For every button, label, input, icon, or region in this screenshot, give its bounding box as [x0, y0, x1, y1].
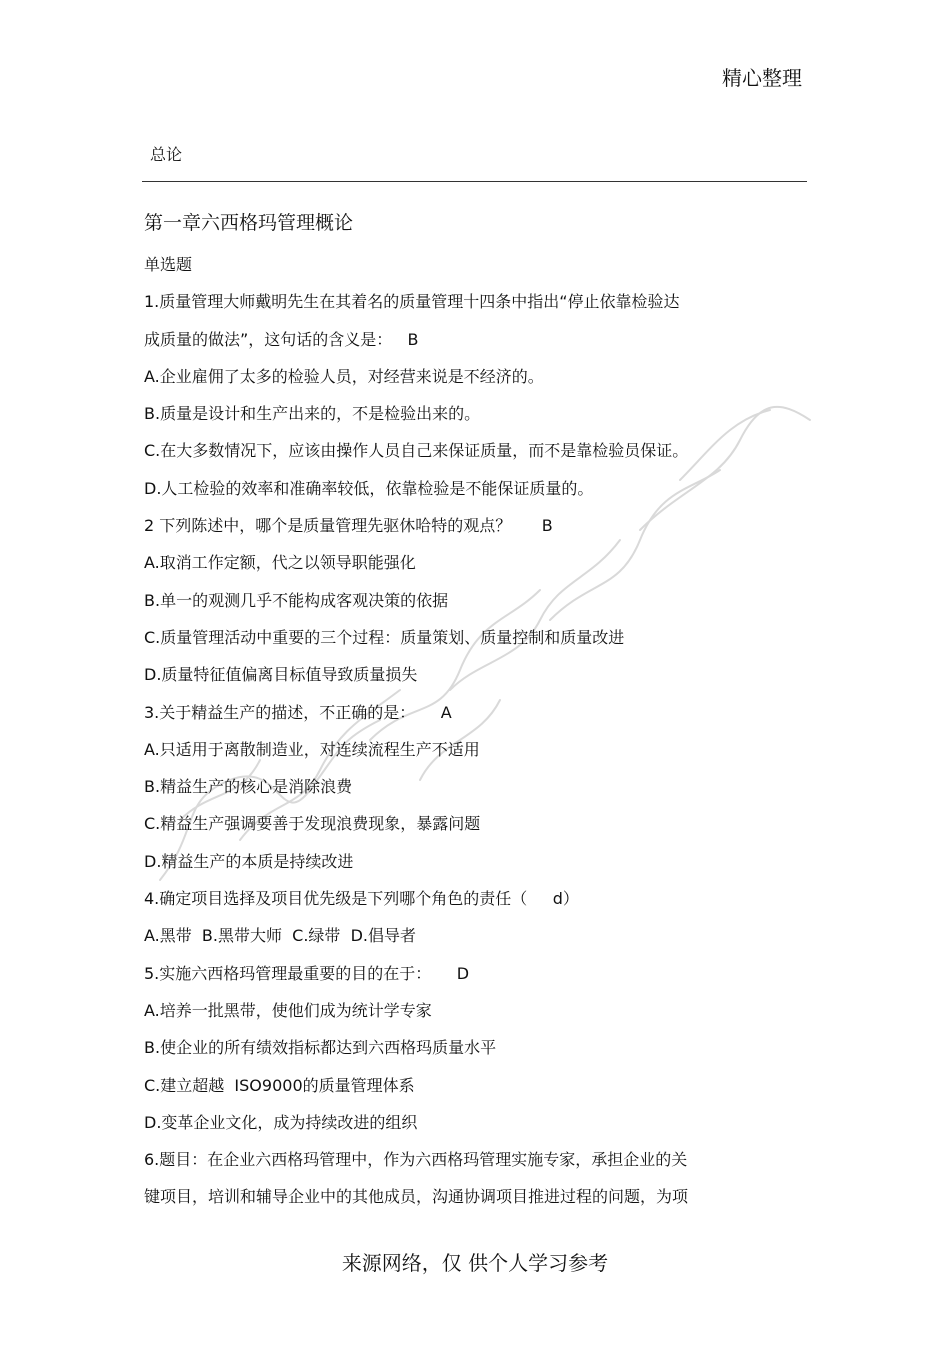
text-line: A.企业雇佣了太多的检验人员，对经营来说是不经济的。	[144, 366, 544, 386]
text-line: 键项目，培训和辅导企业中的其他成员，沟通协调项目推进过程的问题，为项	[144, 1187, 689, 1207]
text-line: 单选题	[144, 255, 193, 274]
text-line: C.在大多数情况下，应该由操作人员自己来保证质量，而不是靠检验员保证。	[144, 441, 689, 461]
text-line: D.精益生产的本质是持续改进	[144, 851, 354, 871]
text-line: 成质量的做法”，这句话的含义是： B	[144, 329, 419, 349]
text-line: 6.题目：在企业六西格玛管理中，作为六西格玛管理实施专家，承担企业的关	[144, 1150, 688, 1170]
text-line: 4.确定项目选择及项目优先级是下列哪个角色的责任（ d）	[144, 889, 579, 909]
divider	[142, 181, 807, 182]
text-line: C.建立超越 ISO9000的质量管理体系	[144, 1075, 415, 1095]
footer-note: 来源网络，仅 供个人学习参考	[341, 1251, 609, 1275]
chapter-title: 第一章六西格玛管理概论	[144, 212, 354, 234]
text-line: A.培养一批黑带，使他们成为统计学专家	[144, 1000, 432, 1020]
text-line: C.精益生产强调要善于发现浪费现象，暴露问题	[144, 814, 481, 834]
text-line: B.精益生产的核心是消除浪费	[144, 777, 353, 797]
text-line: A.黑带 B.黑带大师 C.绿带 D.倡导者	[144, 926, 416, 946]
section-title: 总论	[150, 145, 183, 164]
text-line: A.只适用于离散制造业，对连续流程生产不适用	[144, 739, 480, 759]
text-line: 2 下列陈述中，哪个是质量管理先驱休哈特的观点？ B	[144, 516, 553, 536]
text-line: B.使企业的所有绩效指标都达到六西格玛质量水平	[144, 1038, 497, 1058]
text-line: D.人工检验的效率和准确率较低，依靠检验是不能保证质量的。	[144, 478, 594, 498]
header-right-text: 精心整理	[722, 66, 802, 90]
text-line: 3.关于精益生产的描述，不正确的是： A	[144, 702, 452, 722]
text-line: B.单一的观测几乎不能构成客观决策的依据	[144, 590, 449, 610]
text-line: 5.实施六西格玛管理最重要的目的在于： D	[144, 963, 470, 983]
text-line: 1.质量管理大师戴明先生在其着名的质量管理十四条中指出“停止依靠检验达	[144, 292, 680, 312]
text-line: A.取消工作定额，代之以领导职能强化	[144, 553, 416, 573]
text-line: D.质量特征值偏离目标值导致质量损失	[144, 665, 418, 685]
text-line: B.质量是设计和生产出来的，不是检验出来的。	[144, 404, 481, 424]
text-line: D.变革企业文化，成为持续改进的组织	[144, 1112, 418, 1132]
text-line: C.质量管理活动中重要的三个过程：质量策划、质量控制和质量改进	[144, 627, 625, 647]
question-lines	[144, 252, 774, 1222]
